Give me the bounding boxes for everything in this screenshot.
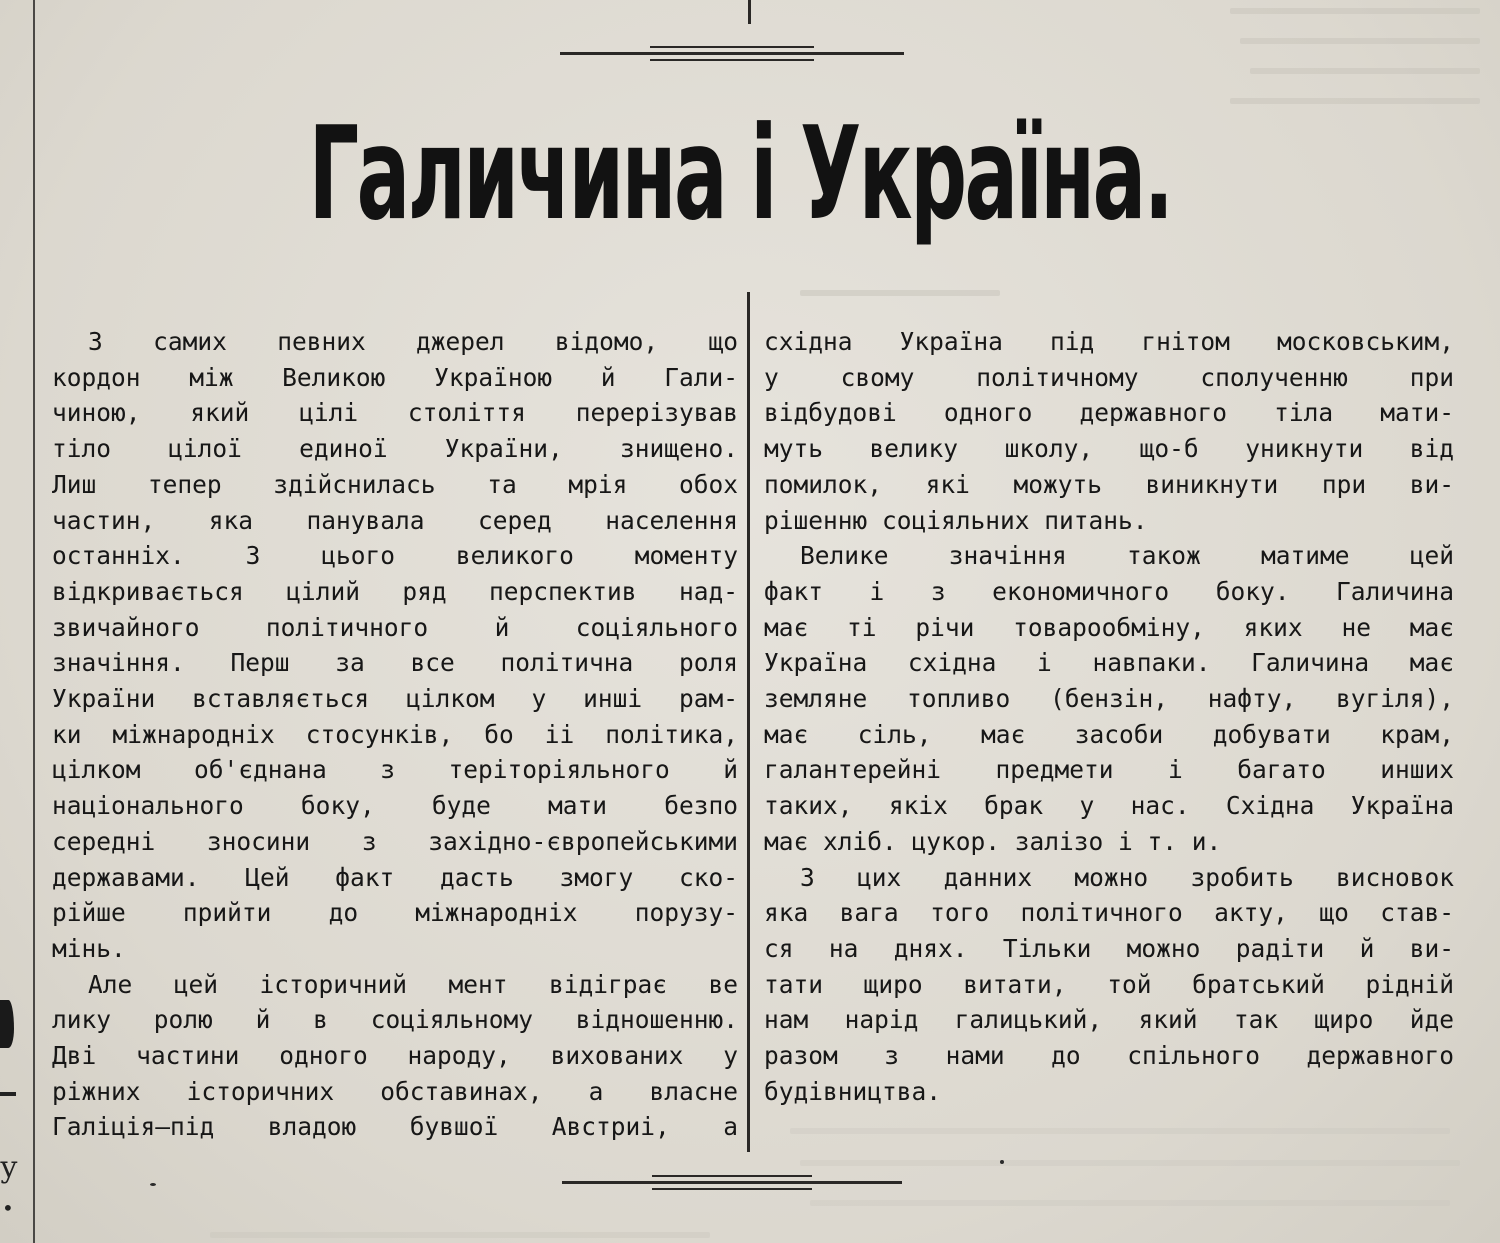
text-line xyxy=(764,824,1454,860)
margin-dot: • xyxy=(2,1196,14,1220)
text-line-content: відкривається цілий ряд перспектив над- xyxy=(52,576,738,606)
text-line xyxy=(52,681,738,717)
text-line-content: земляне топливо (бензін, нафту, вугіля), xyxy=(764,684,1454,714)
text-line xyxy=(764,1002,1454,1038)
text-line xyxy=(52,1074,738,1110)
text-line-content: значіння. Перш за все політична роля xyxy=(52,648,738,678)
margin-dash xyxy=(0,1092,16,1096)
text-line xyxy=(764,860,1454,896)
text-line xyxy=(764,895,1454,931)
text-line-content: України вставляється цілком у инші рам- xyxy=(52,684,738,714)
text-line-content: муть велику школу, що-б уникнути від xyxy=(764,434,1454,464)
ink-speck xyxy=(1000,1160,1004,1164)
left-text-column xyxy=(52,324,738,1145)
text-line-content: Лиш тепер здійснилась та мрія обох xyxy=(52,469,738,499)
text-line-content: ріжних історичних обставинах, а власне xyxy=(52,1076,738,1106)
text-line-content: З цих данних можно зробить висновок xyxy=(800,862,1454,892)
text-line xyxy=(764,752,1454,788)
text-line-content: нам нарід галицький, який так щиро йде xyxy=(764,1005,1454,1035)
text-line-content: тати щиро витати, той братський рідній xyxy=(764,969,1454,999)
text-line-content: будівництва. xyxy=(764,1076,942,1106)
text-line xyxy=(764,395,1454,431)
text-line xyxy=(764,645,1454,681)
text-line-content: яка вага того політичного акту, що став- xyxy=(764,898,1454,928)
text-line-content: частин, яка панувала серед населення xyxy=(52,505,738,535)
text-line-content: східна Україна під гнітом московським, xyxy=(764,327,1454,356)
text-line xyxy=(764,538,1454,574)
text-line xyxy=(52,860,738,896)
text-line xyxy=(764,931,1454,967)
text-line xyxy=(52,1109,738,1145)
text-line-content: має ті річи товарообміну, яких не має xyxy=(764,612,1454,642)
left-column-rule xyxy=(33,0,35,1243)
text-line-content: Україна східна і навпаки. Галичина має xyxy=(764,648,1454,678)
text-line-content: національного боку, буде мати безпо xyxy=(52,791,738,821)
text-line xyxy=(52,645,738,681)
text-line-content: державами. Цей факт дасть змогу ско- xyxy=(52,862,738,892)
text-line xyxy=(52,931,738,967)
text-line xyxy=(52,395,738,431)
text-line-content: у свому політичному сполученню при xyxy=(764,362,1454,392)
text-line xyxy=(764,610,1454,646)
ink-speck xyxy=(150,1183,156,1186)
text-line xyxy=(52,431,738,467)
text-line xyxy=(764,1038,1454,1074)
text-line-content: звичайного політичного й соціяльного xyxy=(52,612,738,642)
text-line xyxy=(52,610,738,646)
text-line-content: таких, якіх брак у нас. Східна Україна xyxy=(764,791,1454,821)
text-line xyxy=(52,503,738,539)
text-line-content: останніх. З цього великого моменту xyxy=(52,541,738,571)
right-text-column xyxy=(764,324,1454,1109)
margin-ink-blot xyxy=(0,1000,14,1048)
text-line-content: ки міжнародніх стосунків, бо іі політика, xyxy=(52,719,738,749)
text-line-content: Велике значіння також матиме цей xyxy=(800,541,1454,571)
text-line xyxy=(52,788,738,824)
text-line-content: мінь. xyxy=(52,933,126,963)
column-divider xyxy=(747,292,750,1152)
text-line xyxy=(764,467,1454,503)
text-line xyxy=(764,681,1454,717)
text-line xyxy=(52,752,738,788)
text-line-content: цілком об'єднана з теріторіяльного й xyxy=(52,755,738,785)
top-column-tick xyxy=(748,0,751,24)
text-line-content: З самих певних джерел відомо, що xyxy=(88,327,738,356)
text-line xyxy=(764,967,1454,1003)
text-line xyxy=(764,431,1454,467)
text-line xyxy=(764,360,1454,396)
margin-letter: у xyxy=(0,1150,18,1185)
text-line-content: Дві частини одного народу, вихованих у xyxy=(52,1041,738,1071)
text-line-content: ся на днях. Тільки можно радіти й ви- xyxy=(764,933,1454,963)
text-line-content: тіло цілої единої України, знищено. xyxy=(52,434,738,464)
text-line-content: факт і з економичного боку. Галичина xyxy=(764,576,1454,606)
text-line-content: помилок, які можуть виникнути при ви- xyxy=(764,469,1454,499)
text-line-content: лику ролю й в соціяльному відношенню. xyxy=(52,1005,738,1035)
text-line-content: рішенню соціяльних питань. xyxy=(764,505,1148,535)
text-line-content: середні зносини з західно-європейськими xyxy=(52,826,738,856)
text-line xyxy=(52,467,738,503)
text-line-content: має хліб. цукор. залізо і т. и. xyxy=(764,826,1222,856)
text-line xyxy=(52,967,738,1003)
text-line-content: Галіція—під владою бувшої Австриі, а xyxy=(52,1112,738,1142)
text-line xyxy=(764,574,1454,610)
text-line xyxy=(52,1002,738,1038)
text-line xyxy=(52,574,738,610)
text-line xyxy=(764,1074,1454,1110)
top-ornament-rule xyxy=(560,46,904,64)
text-line xyxy=(764,503,1454,539)
text-line xyxy=(52,360,738,396)
text-line xyxy=(52,1038,738,1074)
text-line xyxy=(764,788,1454,824)
bottom-ornament-rule xyxy=(562,1175,902,1193)
article-headline: Галичина і Україна. xyxy=(308,100,1172,249)
text-line-content: галантерейні предмети і багато инших xyxy=(764,755,1454,785)
text-line xyxy=(52,824,738,860)
text-line-content: Але цей історичний мент відіграє ве xyxy=(88,969,738,999)
text-line-content: відбудові одного державного тіла мати- xyxy=(764,398,1454,428)
text-line-content: рійше прийти до міжнародніх порузу- xyxy=(52,898,738,928)
text-line xyxy=(52,538,738,574)
text-line xyxy=(764,717,1454,753)
text-line-content: чиною, який цілі століття перерізував xyxy=(52,398,738,428)
text-line-content: має сіль, має засоби добувати крам, xyxy=(764,719,1454,749)
text-line xyxy=(52,717,738,753)
text-line-content: разом з нами до спільного державного xyxy=(764,1041,1454,1071)
text-line xyxy=(764,324,1454,360)
text-line-content: кордон між Великою Україною й Гали- xyxy=(52,362,738,392)
text-line xyxy=(52,324,738,360)
text-line xyxy=(52,895,738,931)
